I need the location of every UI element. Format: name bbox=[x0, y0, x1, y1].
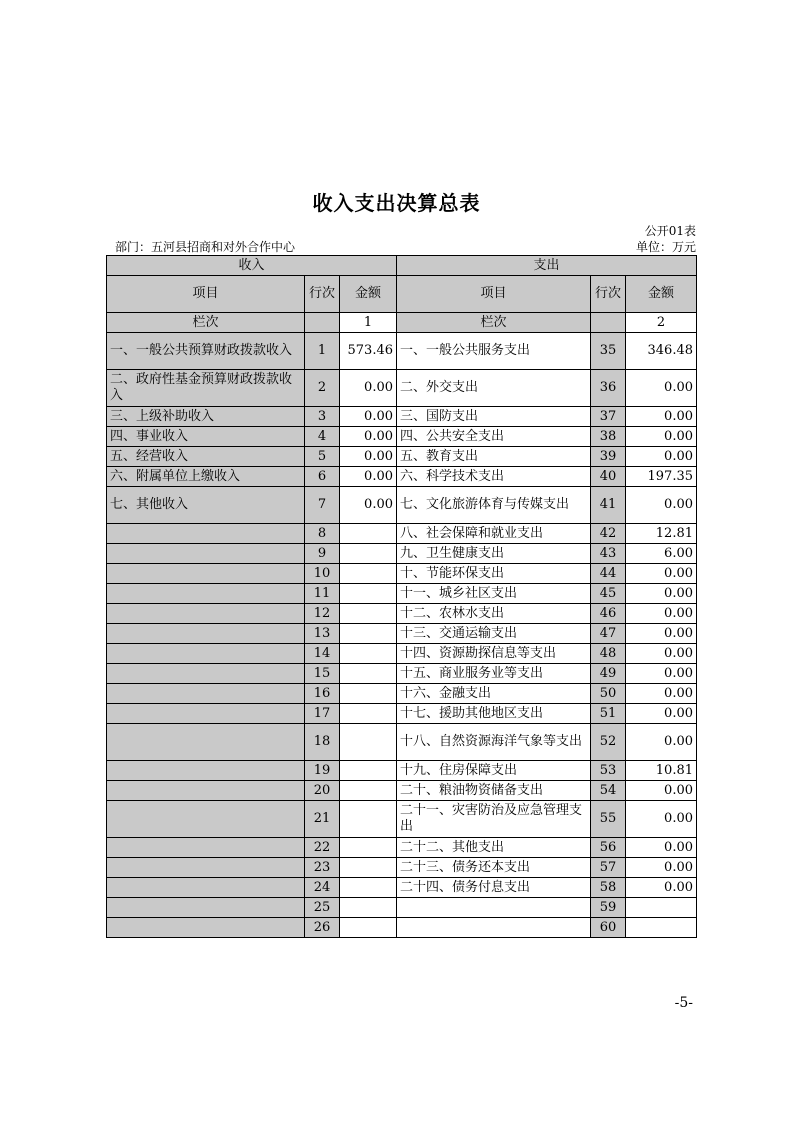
table-row bbox=[107, 878, 697, 898]
income-item-cell bbox=[107, 524, 305, 544]
expense-amount-cell: 0.00 bbox=[626, 644, 697, 664]
expense-line-no-cell: 40 bbox=[591, 467, 626, 487]
income-col-index: 1 bbox=[340, 313, 397, 333]
expense-col-label: 栏次 bbox=[397, 313, 591, 333]
expense-line-no-cell: 36 bbox=[591, 370, 626, 407]
expense-item-cell: 三、国防支出 bbox=[397, 407, 591, 427]
expense-line-no-cell: 37 bbox=[591, 407, 626, 427]
income-amount-cell: 0.00 bbox=[340, 407, 397, 427]
income-line-no-cell: 9 bbox=[305, 544, 340, 564]
expense-amount-cell: 0.00 bbox=[626, 447, 697, 467]
income-amount-cell: 0.00 bbox=[340, 427, 397, 447]
income-item-cell bbox=[107, 664, 305, 684]
income-line-no-cell: 26 bbox=[305, 918, 340, 938]
expense-line-no-cell: 38 bbox=[591, 427, 626, 447]
expense-amount-cell: 0.00 bbox=[626, 427, 697, 447]
income-amount-cell bbox=[340, 724, 397, 761]
table-row bbox=[107, 704, 697, 724]
income-item-cell bbox=[107, 898, 305, 918]
income-item-cell: 二、政府性基金预算财政拨款收入 bbox=[107, 370, 305, 407]
expense-item-cell bbox=[397, 898, 591, 918]
income-amount-cell bbox=[340, 684, 397, 704]
income-amount-cell bbox=[340, 584, 397, 604]
expense-col-blank bbox=[591, 313, 626, 333]
expense-amount-header: 金额 bbox=[626, 276, 697, 313]
expense-item-cell: 一、一般公共服务支出 bbox=[397, 333, 591, 370]
income-amount-cell bbox=[340, 838, 397, 858]
income-amount-cell: 0.00 bbox=[340, 467, 397, 487]
expense-amount-cell: 0.00 bbox=[626, 858, 697, 878]
income-line-no-cell: 6 bbox=[305, 467, 340, 487]
income-line-no-cell: 3 bbox=[305, 407, 340, 427]
expense-amount-cell: 0.00 bbox=[626, 801, 697, 838]
income-item-cell: 四、事业收入 bbox=[107, 427, 305, 447]
table-row bbox=[107, 624, 697, 644]
table-row bbox=[107, 467, 697, 487]
income-amount-cell bbox=[340, 801, 397, 838]
income-line-no-cell: 13 bbox=[305, 624, 340, 644]
income-col-label: 栏次 bbox=[107, 313, 305, 333]
income-line-no-cell: 21 bbox=[305, 801, 340, 838]
expense-amount-cell: 12.81 bbox=[626, 524, 697, 544]
income-amount-cell bbox=[340, 564, 397, 584]
income-header: 收入 bbox=[107, 256, 397, 276]
expense-line-no-cell: 53 bbox=[591, 761, 626, 781]
expense-amount-cell: 0.00 bbox=[626, 781, 697, 801]
income-amount-cell: 0.00 bbox=[340, 370, 397, 407]
expense-col-index: 2 bbox=[626, 313, 697, 333]
income-item-cell: 六、附属单位上缴收入 bbox=[107, 467, 305, 487]
expense-amount-cell: 0.00 bbox=[626, 704, 697, 724]
income-item-cell: 七、其他收入 bbox=[107, 487, 305, 524]
expense-item-cell: 十六、金融支出 bbox=[397, 684, 591, 704]
expense-line-no-cell: 59 bbox=[591, 898, 626, 918]
table-row bbox=[107, 664, 697, 684]
expense-item-cell: 十四、资源勘探信息等支出 bbox=[397, 644, 591, 664]
expense-line-no-cell: 39 bbox=[591, 447, 626, 467]
income-line-no-cell: 4 bbox=[305, 427, 340, 447]
expense-amount-cell: 346.48 bbox=[626, 333, 697, 370]
income-line-no-cell: 15 bbox=[305, 664, 340, 684]
expense-line-no-cell: 51 bbox=[591, 704, 626, 724]
income-amount-cell bbox=[340, 544, 397, 564]
expense-item-cell: 十一、城乡社区支出 bbox=[397, 584, 591, 604]
expense-item-cell: 十五、商业服务业等支出 bbox=[397, 664, 591, 684]
page-title: 收入支出决算总表 bbox=[312, 191, 481, 215]
table-row bbox=[107, 427, 697, 447]
income-item-cell bbox=[107, 801, 305, 838]
expense-line-no-cell: 45 bbox=[591, 584, 626, 604]
income-line-no-header: 行次 bbox=[305, 276, 340, 313]
expense-amount-cell: 0.00 bbox=[626, 724, 697, 761]
department-label: 部门：五河县招商和对外合作中心 bbox=[115, 240, 296, 254]
expense-line-no-cell: 49 bbox=[591, 664, 626, 684]
table-row bbox=[107, 684, 697, 704]
expense-amount-cell: 6.00 bbox=[626, 544, 697, 564]
expense-item-cell: 二十、粮油物资储备支出 bbox=[397, 781, 591, 801]
expense-amount-cell: 0.00 bbox=[626, 604, 697, 624]
table-row bbox=[107, 544, 697, 564]
income-line-no-cell: 5 bbox=[305, 447, 340, 467]
expense-item-cell: 七、文化旅游体育与传媒支出 bbox=[397, 487, 591, 524]
expense-amount-cell: 10.81 bbox=[626, 761, 697, 781]
table-row bbox=[107, 801, 697, 838]
expense-item-header: 项目 bbox=[397, 276, 591, 313]
expense-line-no-cell: 52 bbox=[591, 724, 626, 761]
income-amount-cell bbox=[340, 898, 397, 918]
income-expense-table bbox=[106, 255, 697, 938]
income-amount-cell: 0.00 bbox=[340, 487, 397, 524]
expense-item-cell: 十、节能环保支出 bbox=[397, 564, 591, 584]
income-line-no-cell: 7 bbox=[305, 487, 340, 524]
income-line-no-cell: 8 bbox=[305, 524, 340, 544]
income-line-no-cell: 12 bbox=[305, 604, 340, 624]
expense-line-no-cell: 41 bbox=[591, 487, 626, 524]
expense-item-cell: 六、科学技术支出 bbox=[397, 467, 591, 487]
table-row bbox=[107, 564, 697, 584]
income-item-cell bbox=[107, 624, 305, 644]
income-item-cell bbox=[107, 584, 305, 604]
expense-line-no-header: 行次 bbox=[591, 276, 626, 313]
income-amount-cell bbox=[340, 604, 397, 624]
income-line-no-cell: 23 bbox=[305, 858, 340, 878]
income-item-cell bbox=[107, 918, 305, 938]
expense-line-no-cell: 43 bbox=[591, 544, 626, 564]
income-amount-cell bbox=[340, 624, 397, 644]
expense-item-cell bbox=[397, 918, 591, 938]
income-amount-cell bbox=[340, 918, 397, 938]
expense-line-no-cell: 56 bbox=[591, 838, 626, 858]
income-line-no-cell: 20 bbox=[305, 781, 340, 801]
income-amount-cell bbox=[340, 761, 397, 781]
income-line-no-cell: 16 bbox=[305, 684, 340, 704]
income-item-cell bbox=[107, 644, 305, 664]
table-row bbox=[107, 644, 697, 664]
unit-label: 单位：万元 bbox=[635, 240, 696, 254]
table-row bbox=[107, 898, 697, 918]
expense-amount-cell: 0.00 bbox=[626, 624, 697, 644]
income-line-no-cell: 19 bbox=[305, 761, 340, 781]
table-row bbox=[107, 858, 697, 878]
expense-line-no-cell: 46 bbox=[591, 604, 626, 624]
income-item-cell: 三、上级补助收入 bbox=[107, 407, 305, 427]
expense-line-no-cell: 47 bbox=[591, 624, 626, 644]
expense-line-no-cell: 48 bbox=[591, 644, 626, 664]
expense-item-cell: 四、公共安全支出 bbox=[397, 427, 591, 447]
expense-amount-cell: 0.00 bbox=[626, 684, 697, 704]
income-item-cell bbox=[107, 704, 305, 724]
income-item-cell: 五、经营收入 bbox=[107, 447, 305, 467]
expense-line-no-cell: 55 bbox=[591, 801, 626, 838]
income-line-no-cell: 25 bbox=[305, 898, 340, 918]
expense-item-cell: 十七、援助其他地区支出 bbox=[397, 704, 591, 724]
income-amount-cell bbox=[340, 878, 397, 898]
income-amount-cell bbox=[340, 858, 397, 878]
income-line-no-cell: 10 bbox=[305, 564, 340, 584]
expense-line-no-cell: 42 bbox=[591, 524, 626, 544]
table-row bbox=[107, 604, 697, 624]
expense-amount-cell: 0.00 bbox=[626, 664, 697, 684]
income-line-no-cell: 17 bbox=[305, 704, 340, 724]
income-item-cell bbox=[107, 838, 305, 858]
expense-amount-cell: 0.00 bbox=[626, 878, 697, 898]
table-row bbox=[107, 370, 697, 407]
income-item-cell bbox=[107, 724, 305, 761]
table-row bbox=[107, 447, 697, 467]
income-line-no-cell: 1 bbox=[305, 333, 340, 370]
income-item-cell bbox=[107, 878, 305, 898]
expense-line-no-cell: 50 bbox=[591, 684, 626, 704]
table-row bbox=[107, 487, 697, 524]
income-line-no-cell: 24 bbox=[305, 878, 340, 898]
income-item-cell bbox=[107, 544, 305, 564]
expense-item-cell: 十八、自然资源海洋气象等支出 bbox=[397, 724, 591, 761]
table-row bbox=[107, 838, 697, 858]
income-item-cell: 一、一般公共预算财政拨款收入 bbox=[107, 333, 305, 370]
expense-item-cell: 二十二、其他支出 bbox=[397, 838, 591, 858]
income-amount-cell bbox=[340, 524, 397, 544]
expense-amount-cell: 197.35 bbox=[626, 467, 697, 487]
expense-item-cell: 九、卫生健康支出 bbox=[397, 544, 591, 564]
income-item-cell bbox=[107, 858, 305, 878]
expense-item-cell: 二十三、债务还本支出 bbox=[397, 858, 591, 878]
column-header-row bbox=[107, 276, 697, 313]
income-amount-cell bbox=[340, 664, 397, 684]
expense-amount-cell: 0.00 bbox=[626, 370, 697, 407]
income-amount-cell bbox=[340, 704, 397, 724]
expense-item-cell: 十九、住房保障支出 bbox=[397, 761, 591, 781]
expense-item-cell: 八、社会保障和就业支出 bbox=[397, 524, 591, 544]
income-item-cell bbox=[107, 761, 305, 781]
expense-item-cell: 五、教育支出 bbox=[397, 447, 591, 467]
expense-item-cell: 十三、交通运输支出 bbox=[397, 624, 591, 644]
income-line-no-cell: 2 bbox=[305, 370, 340, 407]
expense-amount-cell: 0.00 bbox=[626, 407, 697, 427]
expense-amount-cell bbox=[626, 898, 697, 918]
expense-amount-cell: 0.00 bbox=[626, 487, 697, 524]
expense-line-no-cell: 60 bbox=[591, 918, 626, 938]
table-row bbox=[107, 781, 697, 801]
income-item-cell bbox=[107, 604, 305, 624]
table-row bbox=[107, 918, 697, 938]
expense-line-no-cell: 44 bbox=[591, 564, 626, 584]
income-item-header: 项目 bbox=[107, 276, 305, 313]
expense-amount-cell: 0.00 bbox=[626, 584, 697, 604]
expense-amount-cell bbox=[626, 918, 697, 938]
income-amount-cell: 0.00 bbox=[340, 447, 397, 467]
expense-item-cell: 二十四、债务付息支出 bbox=[397, 878, 591, 898]
expense-line-no-cell: 57 bbox=[591, 858, 626, 878]
income-line-no-cell: 18 bbox=[305, 724, 340, 761]
page-number: -5- bbox=[674, 995, 693, 1011]
table-row bbox=[107, 333, 697, 370]
table-row bbox=[107, 524, 697, 544]
expense-item-cell: 十二、农林水支出 bbox=[397, 604, 591, 624]
table-header-row bbox=[107, 256, 697, 276]
income-item-cell bbox=[107, 781, 305, 801]
expense-item-cell: 二、外交支出 bbox=[397, 370, 591, 407]
table-row bbox=[107, 407, 697, 427]
income-line-no-cell: 22 bbox=[305, 838, 340, 858]
expense-amount-cell: 0.00 bbox=[626, 838, 697, 858]
income-item-cell bbox=[107, 564, 305, 584]
expense-amount-cell: 0.00 bbox=[626, 564, 697, 584]
income-amount-header: 金额 bbox=[340, 276, 397, 313]
income-amount-cell: 573.46 bbox=[340, 333, 397, 370]
expense-line-no-cell: 35 bbox=[591, 333, 626, 370]
table-row bbox=[107, 724, 697, 761]
income-line-no-cell: 14 bbox=[305, 644, 340, 664]
income-item-cell bbox=[107, 684, 305, 704]
expense-item-cell: 二十一、灾害防治及应急管理支出 bbox=[397, 801, 591, 838]
income-amount-cell bbox=[340, 644, 397, 664]
expense-line-no-cell: 54 bbox=[591, 781, 626, 801]
table-row bbox=[107, 584, 697, 604]
income-line-no-cell: 11 bbox=[305, 584, 340, 604]
form-number: 公开01表 bbox=[644, 224, 696, 238]
column-index-row bbox=[107, 313, 697, 333]
table-row bbox=[107, 761, 697, 781]
income-col-blank bbox=[305, 313, 340, 333]
expense-line-no-cell: 58 bbox=[591, 878, 626, 898]
income-amount-cell bbox=[340, 781, 397, 801]
expense-header: 支出 bbox=[397, 256, 697, 276]
